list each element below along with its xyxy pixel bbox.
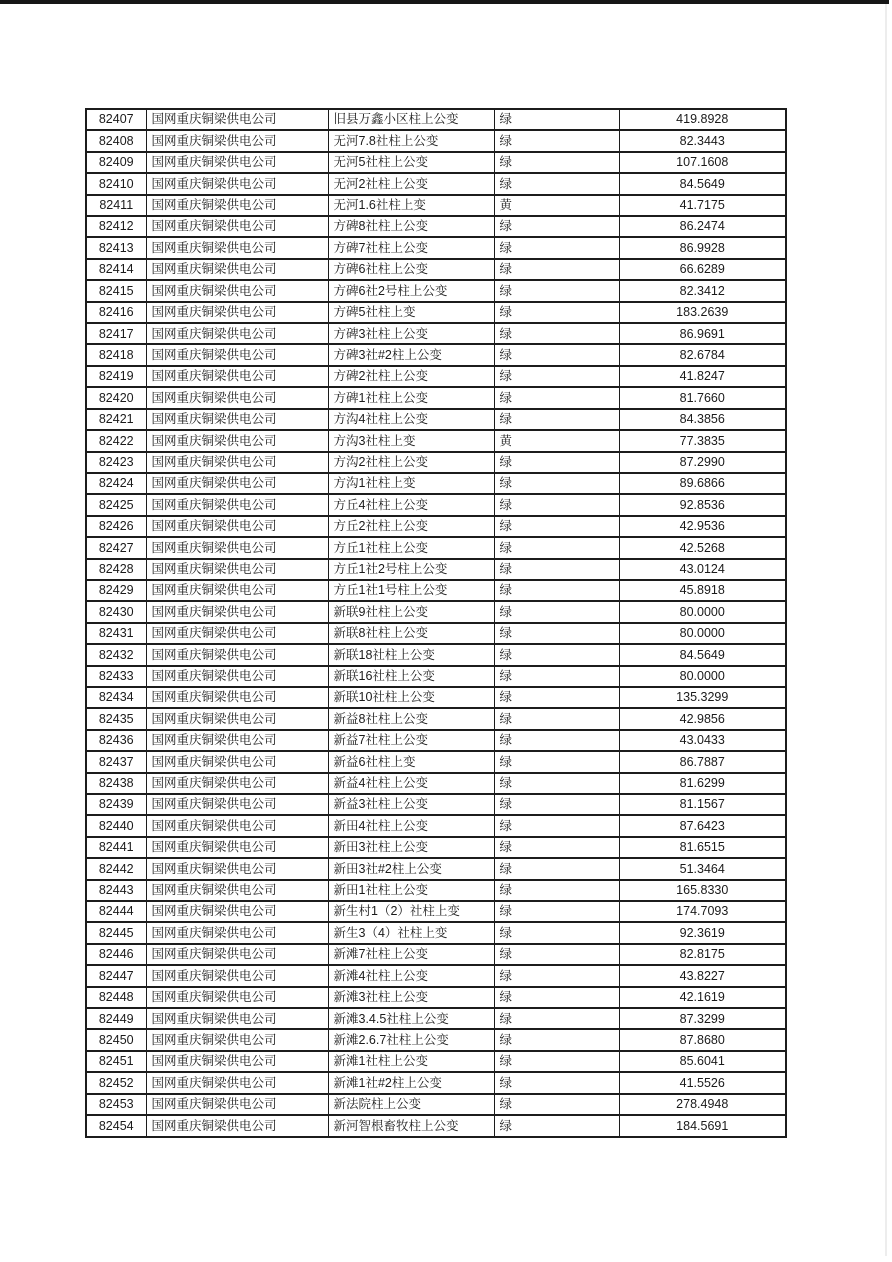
table-row: [86, 666, 786, 687]
cell-status-color: 绿: [494, 751, 619, 772]
cell-numeric-value: 135.3299: [619, 687, 786, 708]
cell-transformer-name: 新联16社柱上公变: [328, 666, 494, 687]
cell-row-id: 82433: [86, 666, 146, 687]
cell-numeric-value: 87.8680: [619, 1029, 786, 1050]
table-row: [86, 537, 786, 558]
cell-row-id: 82448: [86, 987, 146, 1008]
cell-transformer-name: 方碑6社2号柱上公变: [328, 280, 494, 301]
cell-status-color: 绿: [494, 965, 619, 986]
cell-company-name: 国网重庆铜梁供电公司: [146, 1029, 328, 1050]
cell-transformer-name: 新滩3.4.5社柱上公变: [328, 1008, 494, 1029]
cell-status-color: 绿: [494, 1029, 619, 1050]
cell-company-name: 国网重庆铜梁供电公司: [146, 965, 328, 986]
cell-transformer-name: 新益4社柱上公变: [328, 773, 494, 794]
cell-numeric-value: 43.0124: [619, 559, 786, 580]
cell-numeric-value: 184.5691: [619, 1115, 786, 1137]
cell-company-name: 国网重庆铜梁供电公司: [146, 922, 328, 943]
cell-transformer-name: 旧县万鑫小区柱上公变: [328, 109, 494, 130]
cell-numeric-value: 86.2474: [619, 216, 786, 237]
cell-numeric-value: 77.3835: [619, 430, 786, 451]
cell-row-id: 82442: [86, 858, 146, 879]
table-row: [86, 773, 786, 794]
cell-numeric-value: 92.8536: [619, 494, 786, 515]
cell-row-id: 82418: [86, 344, 146, 365]
cell-transformer-name: 新滩4社柱上公变: [328, 965, 494, 986]
cell-row-id: 82449: [86, 1008, 146, 1029]
cell-numeric-value: 84.5649: [619, 644, 786, 665]
cell-status-color: 绿: [494, 494, 619, 515]
cell-status-color: 绿: [494, 1008, 619, 1029]
cell-numeric-value: 81.6299: [619, 773, 786, 794]
cell-numeric-value: 86.9691: [619, 323, 786, 344]
table-row: [86, 837, 786, 858]
cell-status-color: 绿: [494, 216, 619, 237]
table-row: [86, 302, 786, 323]
cell-company-name: 国网重庆铜梁供电公司: [146, 794, 328, 815]
table-row: [86, 195, 786, 216]
cell-company-name: 国网重庆铜梁供电公司: [146, 708, 328, 729]
table-row: [86, 922, 786, 943]
cell-row-id: 82452: [86, 1072, 146, 1093]
cell-company-name: 国网重庆铜梁供电公司: [146, 901, 328, 922]
cell-numeric-value: 45.8918: [619, 580, 786, 601]
cell-company-name: 国网重庆铜梁供电公司: [146, 173, 328, 194]
cell-row-id: 82440: [86, 815, 146, 836]
cell-status-color: 绿: [494, 944, 619, 965]
cell-row-id: 82413: [86, 237, 146, 258]
cell-status-color: 绿: [494, 1072, 619, 1093]
table-row: [86, 516, 786, 537]
cell-transformer-name: 方沟2社柱上公变: [328, 452, 494, 473]
table-row: [86, 237, 786, 258]
cell-row-id: 82446: [86, 944, 146, 965]
table-row: [86, 473, 786, 494]
cell-transformer-name: 方丘1社1号柱上公变: [328, 580, 494, 601]
cell-status-color: 绿: [494, 837, 619, 858]
cell-numeric-value: 85.6041: [619, 1051, 786, 1072]
cell-transformer-name: 方碑3社#2柱上公变: [328, 344, 494, 365]
cell-transformer-name: 方丘1社柱上公变: [328, 537, 494, 558]
cell-status-color: 绿: [494, 773, 619, 794]
cell-numeric-value: 80.0000: [619, 623, 786, 644]
table-row: [86, 1051, 786, 1072]
cell-status-color: 绿: [494, 1094, 619, 1115]
cell-transformer-name: 方丘4社柱上公变: [328, 494, 494, 515]
cell-transformer-name: 新联18社柱上公变: [328, 644, 494, 665]
cell-company-name: 国网重庆铜梁供电公司: [146, 559, 328, 580]
cell-company-name: 国网重庆铜梁供电公司: [146, 216, 328, 237]
cell-company-name: 国网重庆铜梁供电公司: [146, 237, 328, 258]
cell-company-name: 国网重庆铜梁供电公司: [146, 666, 328, 687]
cell-numeric-value: 82.8175: [619, 944, 786, 965]
cell-row-id: 82428: [86, 559, 146, 580]
cell-row-id: 82445: [86, 922, 146, 943]
table-row: [86, 280, 786, 301]
cell-numeric-value: 86.7887: [619, 751, 786, 772]
cell-numeric-value: 42.9536: [619, 516, 786, 537]
cell-company-name: 国网重庆铜梁供电公司: [146, 130, 328, 151]
cell-status-color: 绿: [494, 880, 619, 901]
table-row: [86, 173, 786, 194]
cell-status-color: 绿: [494, 109, 619, 130]
cell-company-name: 国网重庆铜梁供电公司: [146, 687, 328, 708]
cell-status-color: 绿: [494, 580, 619, 601]
table-row: [86, 1008, 786, 1029]
table-row: [86, 152, 786, 173]
cell-numeric-value: 84.5649: [619, 173, 786, 194]
cell-row-id: 82451: [86, 1051, 146, 1072]
table-row: [86, 880, 786, 901]
cell-company-name: 国网重庆铜梁供电公司: [146, 344, 328, 365]
cell-row-id: 82410: [86, 173, 146, 194]
cell-status-color: 绿: [494, 1115, 619, 1137]
cell-numeric-value: 87.6423: [619, 815, 786, 836]
cell-transformer-name: 新益6社柱上变: [328, 751, 494, 772]
cell-transformer-name: 新田3社柱上公变: [328, 837, 494, 858]
cell-transformer-name: 无河7.8社柱上公变: [328, 130, 494, 151]
cell-company-name: 国网重庆铜梁供电公司: [146, 473, 328, 494]
cell-row-id: 82430: [86, 601, 146, 622]
table-row: [86, 216, 786, 237]
cell-numeric-value: 87.2990: [619, 452, 786, 473]
cell-row-id: 82409: [86, 152, 146, 173]
cell-company-name: 国网重庆铜梁供电公司: [146, 195, 328, 216]
cell-company-name: 国网重庆铜梁供电公司: [146, 623, 328, 644]
table-row: [86, 944, 786, 965]
cell-status-color: 绿: [494, 473, 619, 494]
cell-numeric-value: 80.0000: [619, 601, 786, 622]
cell-status-color: 绿: [494, 815, 619, 836]
cell-row-id: 82438: [86, 773, 146, 794]
cell-company-name: 国网重庆铜梁供电公司: [146, 430, 328, 451]
cell-company-name: 国网重庆铜梁供电公司: [146, 409, 328, 430]
cell-numeric-value: 81.1567: [619, 794, 786, 815]
cell-company-name: 国网重庆铜梁供电公司: [146, 259, 328, 280]
cell-status-color: 绿: [494, 1051, 619, 1072]
cell-status-color: 绿: [494, 708, 619, 729]
cell-company-name: 国网重庆铜梁供电公司: [146, 837, 328, 858]
table-row: [86, 452, 786, 473]
table-row: [86, 430, 786, 451]
cell-row-id: 82411: [86, 195, 146, 216]
table-row: [86, 965, 786, 986]
cell-transformer-name: 新河智根畜牧柱上公变: [328, 1115, 494, 1137]
cell-transformer-name: 新联10社柱上公变: [328, 687, 494, 708]
cell-numeric-value: 41.7175: [619, 195, 786, 216]
cell-status-color: 绿: [494, 387, 619, 408]
cell-row-id: 82443: [86, 880, 146, 901]
cell-transformer-name: 新滩3社柱上公变: [328, 987, 494, 1008]
cell-company-name: 国网重庆铜梁供电公司: [146, 152, 328, 173]
page-edge-line: [885, 4, 887, 1256]
cell-status-color: 绿: [494, 901, 619, 922]
cell-row-id: 82417: [86, 323, 146, 344]
cell-company-name: 国网重庆铜梁供电公司: [146, 601, 328, 622]
cell-transformer-name: 新滩1社柱上公变: [328, 1051, 494, 1072]
cell-transformer-name: 方丘2社柱上公变: [328, 516, 494, 537]
table-row: [86, 687, 786, 708]
cell-company-name: 国网重庆铜梁供电公司: [146, 858, 328, 879]
cell-numeric-value: 183.2639: [619, 302, 786, 323]
cell-company-name: 国网重庆铜梁供电公司: [146, 730, 328, 751]
cell-company-name: 国网重庆铜梁供电公司: [146, 494, 328, 515]
cell-numeric-value: 89.6866: [619, 473, 786, 494]
cell-transformer-name: 方沟4社柱上公变: [328, 409, 494, 430]
table-row: [86, 580, 786, 601]
cell-status-color: 绿: [494, 601, 619, 622]
cell-transformer-name: 新益3社柱上公变: [328, 794, 494, 815]
cell-numeric-value: 419.8928: [619, 109, 786, 130]
cell-row-id: 82412: [86, 216, 146, 237]
cell-transformer-name: 新滩1社#2柱上公变: [328, 1072, 494, 1093]
cell-company-name: 国网重庆铜梁供电公司: [146, 987, 328, 1008]
cell-numeric-value: 81.7660: [619, 387, 786, 408]
cell-transformer-name: 方碑7社柱上公变: [328, 237, 494, 258]
cell-status-color: 绿: [494, 259, 619, 280]
table-row: [86, 323, 786, 344]
cell-status-color: 绿: [494, 280, 619, 301]
table-row: [86, 130, 786, 151]
cell-transformer-name: 新联8社柱上公变: [328, 623, 494, 644]
cell-numeric-value: 107.1608: [619, 152, 786, 173]
cell-numeric-value: 82.6784: [619, 344, 786, 365]
cell-row-id: 82454: [86, 1115, 146, 1137]
cell-transformer-name: 新生村1（2）社柱上变: [328, 901, 494, 922]
cell-company-name: 国网重庆铜梁供电公司: [146, 880, 328, 901]
table-row: [86, 494, 786, 515]
cell-numeric-value: 43.8227: [619, 965, 786, 986]
cell-company-name: 国网重庆铜梁供电公司: [146, 366, 328, 387]
cell-status-color: 绿: [494, 323, 619, 344]
cell-company-name: 国网重庆铜梁供电公司: [146, 1051, 328, 1072]
table-row: [86, 1029, 786, 1050]
cell-status-color: 绿: [494, 987, 619, 1008]
cell-numeric-value: 41.8247: [619, 366, 786, 387]
cell-row-id: 82408: [86, 130, 146, 151]
cell-company-name: 国网重庆铜梁供电公司: [146, 815, 328, 836]
cell-status-color: 绿: [494, 537, 619, 558]
cell-transformer-name: 方碑8社柱上公变: [328, 216, 494, 237]
cell-transformer-name: 无河1.6社柱上变: [328, 195, 494, 216]
cell-status-color: 绿: [494, 152, 619, 173]
cell-status-color: 绿: [494, 409, 619, 430]
cell-transformer-name: 新益8社柱上公变: [328, 708, 494, 729]
cell-numeric-value: 86.9928: [619, 237, 786, 258]
table-row: [86, 559, 786, 580]
cell-row-id: 82441: [86, 837, 146, 858]
cell-status-color: 绿: [494, 559, 619, 580]
cell-numeric-value: 41.5526: [619, 1072, 786, 1093]
cell-row-id: 82419: [86, 366, 146, 387]
table-row: [86, 1115, 786, 1137]
cell-row-id: 82429: [86, 580, 146, 601]
cell-row-id: 82424: [86, 473, 146, 494]
cell-numeric-value: 82.3443: [619, 130, 786, 151]
cell-company-name: 国网重庆铜梁供电公司: [146, 537, 328, 558]
cell-status-color: 绿: [494, 366, 619, 387]
cell-numeric-value: 66.6289: [619, 259, 786, 280]
cell-company-name: 国网重庆铜梁供电公司: [146, 1115, 328, 1137]
cell-status-color: 黄: [494, 195, 619, 216]
cell-status-color: 绿: [494, 922, 619, 943]
cell-row-id: 82437: [86, 751, 146, 772]
cell-row-id: 82414: [86, 259, 146, 280]
cell-company-name: 国网重庆铜梁供电公司: [146, 1008, 328, 1029]
cell-numeric-value: 278.4948: [619, 1094, 786, 1115]
table-row: [86, 409, 786, 430]
table-row: [86, 858, 786, 879]
cell-numeric-value: 51.3464: [619, 858, 786, 879]
cell-numeric-value: 82.3412: [619, 280, 786, 301]
cell-status-color: 绿: [494, 302, 619, 323]
cell-row-id: 82431: [86, 623, 146, 644]
cell-numeric-value: 92.3619: [619, 922, 786, 943]
cell-transformer-name: 方沟1社柱上变: [328, 473, 494, 494]
scan-artifact-top-bar: [0, 0, 889, 4]
table-row: [86, 344, 786, 365]
cell-company-name: 国网重庆铜梁供电公司: [146, 323, 328, 344]
table-row: [86, 987, 786, 1008]
cell-company-name: 国网重庆铜梁供电公司: [146, 751, 328, 772]
cell-transformer-name: 新田1社柱上公变: [328, 880, 494, 901]
cell-company-name: 国网重庆铜梁供电公司: [146, 1072, 328, 1093]
table-row: [86, 1094, 786, 1115]
cell-row-id: 82407: [86, 109, 146, 130]
cell-numeric-value: 42.5268: [619, 537, 786, 558]
cell-numeric-value: 43.0433: [619, 730, 786, 751]
table-row: [86, 751, 786, 772]
cell-row-id: 82434: [86, 687, 146, 708]
cell-row-id: 82427: [86, 537, 146, 558]
cell-status-color: 绿: [494, 858, 619, 879]
cell-row-id: 82447: [86, 965, 146, 986]
cell-row-id: 82426: [86, 516, 146, 537]
cell-transformer-name: 方碑1社柱上公变: [328, 387, 494, 408]
cell-status-color: 绿: [494, 687, 619, 708]
cell-status-color: 绿: [494, 666, 619, 687]
cell-status-color: 绿: [494, 237, 619, 258]
cell-row-id: 82420: [86, 387, 146, 408]
cell-numeric-value: 80.0000: [619, 666, 786, 687]
table-row: [86, 366, 786, 387]
cell-company-name: 国网重庆铜梁供电公司: [146, 1094, 328, 1115]
cell-status-color: 黄: [494, 430, 619, 451]
cell-transformer-name: 新益7社柱上公变: [328, 730, 494, 751]
cell-numeric-value: 81.6515: [619, 837, 786, 858]
cell-company-name: 国网重庆铜梁供电公司: [146, 944, 328, 965]
cell-company-name: 国网重庆铜梁供电公司: [146, 773, 328, 794]
cell-status-color: 绿: [494, 516, 619, 537]
table-row: [86, 730, 786, 751]
cell-transformer-name: 方碑2社柱上公变: [328, 366, 494, 387]
cell-numeric-value: 174.7093: [619, 901, 786, 922]
cell-status-color: 绿: [494, 730, 619, 751]
cell-numeric-value: 84.3856: [619, 409, 786, 430]
cell-transformer-name: 方碑3社柱上公变: [328, 323, 494, 344]
cell-row-id: 82439: [86, 794, 146, 815]
cell-row-id: 82435: [86, 708, 146, 729]
cell-row-id: 82450: [86, 1029, 146, 1050]
cell-status-color: 绿: [494, 794, 619, 815]
cell-company-name: 国网重庆铜梁供电公司: [146, 280, 328, 301]
cell-row-id: 82422: [86, 430, 146, 451]
transformer-data-table: [85, 108, 787, 1138]
cell-row-id: 82421: [86, 409, 146, 430]
cell-transformer-name: 新田4社柱上公变: [328, 815, 494, 836]
cell-company-name: 国网重庆铜梁供电公司: [146, 516, 328, 537]
cell-row-id: 82453: [86, 1094, 146, 1115]
cell-status-color: 绿: [494, 644, 619, 665]
cell-transformer-name: 新生3（4）社柱上变: [328, 922, 494, 943]
table-row: [86, 601, 786, 622]
cell-company-name: 国网重庆铜梁供电公司: [146, 644, 328, 665]
cell-company-name: 国网重庆铜梁供电公司: [146, 302, 328, 323]
cell-company-name: 国网重庆铜梁供电公司: [146, 387, 328, 408]
cell-numeric-value: 87.3299: [619, 1008, 786, 1029]
table-row: [86, 794, 786, 815]
cell-status-color: 绿: [494, 344, 619, 365]
cell-transformer-name: 新联9社柱上公变: [328, 601, 494, 622]
table-body: [86, 109, 786, 1137]
cell-row-id: 82432: [86, 644, 146, 665]
cell-company-name: 国网重庆铜梁供电公司: [146, 580, 328, 601]
cell-transformer-name: 新滩7社柱上公变: [328, 944, 494, 965]
cell-status-color: 绿: [494, 452, 619, 473]
cell-transformer-name: 方沟3社柱上变: [328, 430, 494, 451]
cell-row-id: 82416: [86, 302, 146, 323]
cell-status-color: 绿: [494, 173, 619, 194]
cell-transformer-name: 方丘1社2号柱上公变: [328, 559, 494, 580]
table-row: [86, 623, 786, 644]
table-row: [86, 259, 786, 280]
table-row: [86, 644, 786, 665]
cell-transformer-name: 方碑5社柱上变: [328, 302, 494, 323]
table-row: [86, 109, 786, 130]
cell-transformer-name: 新田3社#2柱上公变: [328, 858, 494, 879]
cell-status-color: 绿: [494, 623, 619, 644]
cell-numeric-value: 42.1619: [619, 987, 786, 1008]
cell-transformer-name: 新滩2.6.7社柱上公变: [328, 1029, 494, 1050]
table-row: [86, 387, 786, 408]
cell-company-name: 国网重庆铜梁供电公司: [146, 452, 328, 473]
cell-row-id: 82423: [86, 452, 146, 473]
cell-row-id: 82444: [86, 901, 146, 922]
cell-transformer-name: 无河5社柱上公变: [328, 152, 494, 173]
cell-transformer-name: 无河2社柱上公变: [328, 173, 494, 194]
cell-transformer-name: 新法院柱上公变: [328, 1094, 494, 1115]
cell-status-color: 绿: [494, 130, 619, 151]
cell-row-id: 82425: [86, 494, 146, 515]
cell-numeric-value: 165.8330: [619, 880, 786, 901]
cell-numeric-value: 42.9856: [619, 708, 786, 729]
cell-transformer-name: 方碑6社柱上公变: [328, 259, 494, 280]
cell-row-id: 82415: [86, 280, 146, 301]
cell-company-name: 国网重庆铜梁供电公司: [146, 109, 328, 130]
cell-row-id: 82436: [86, 730, 146, 751]
table-row: [86, 1072, 786, 1093]
table-row: [86, 901, 786, 922]
table-row: [86, 708, 786, 729]
table-row: [86, 815, 786, 836]
